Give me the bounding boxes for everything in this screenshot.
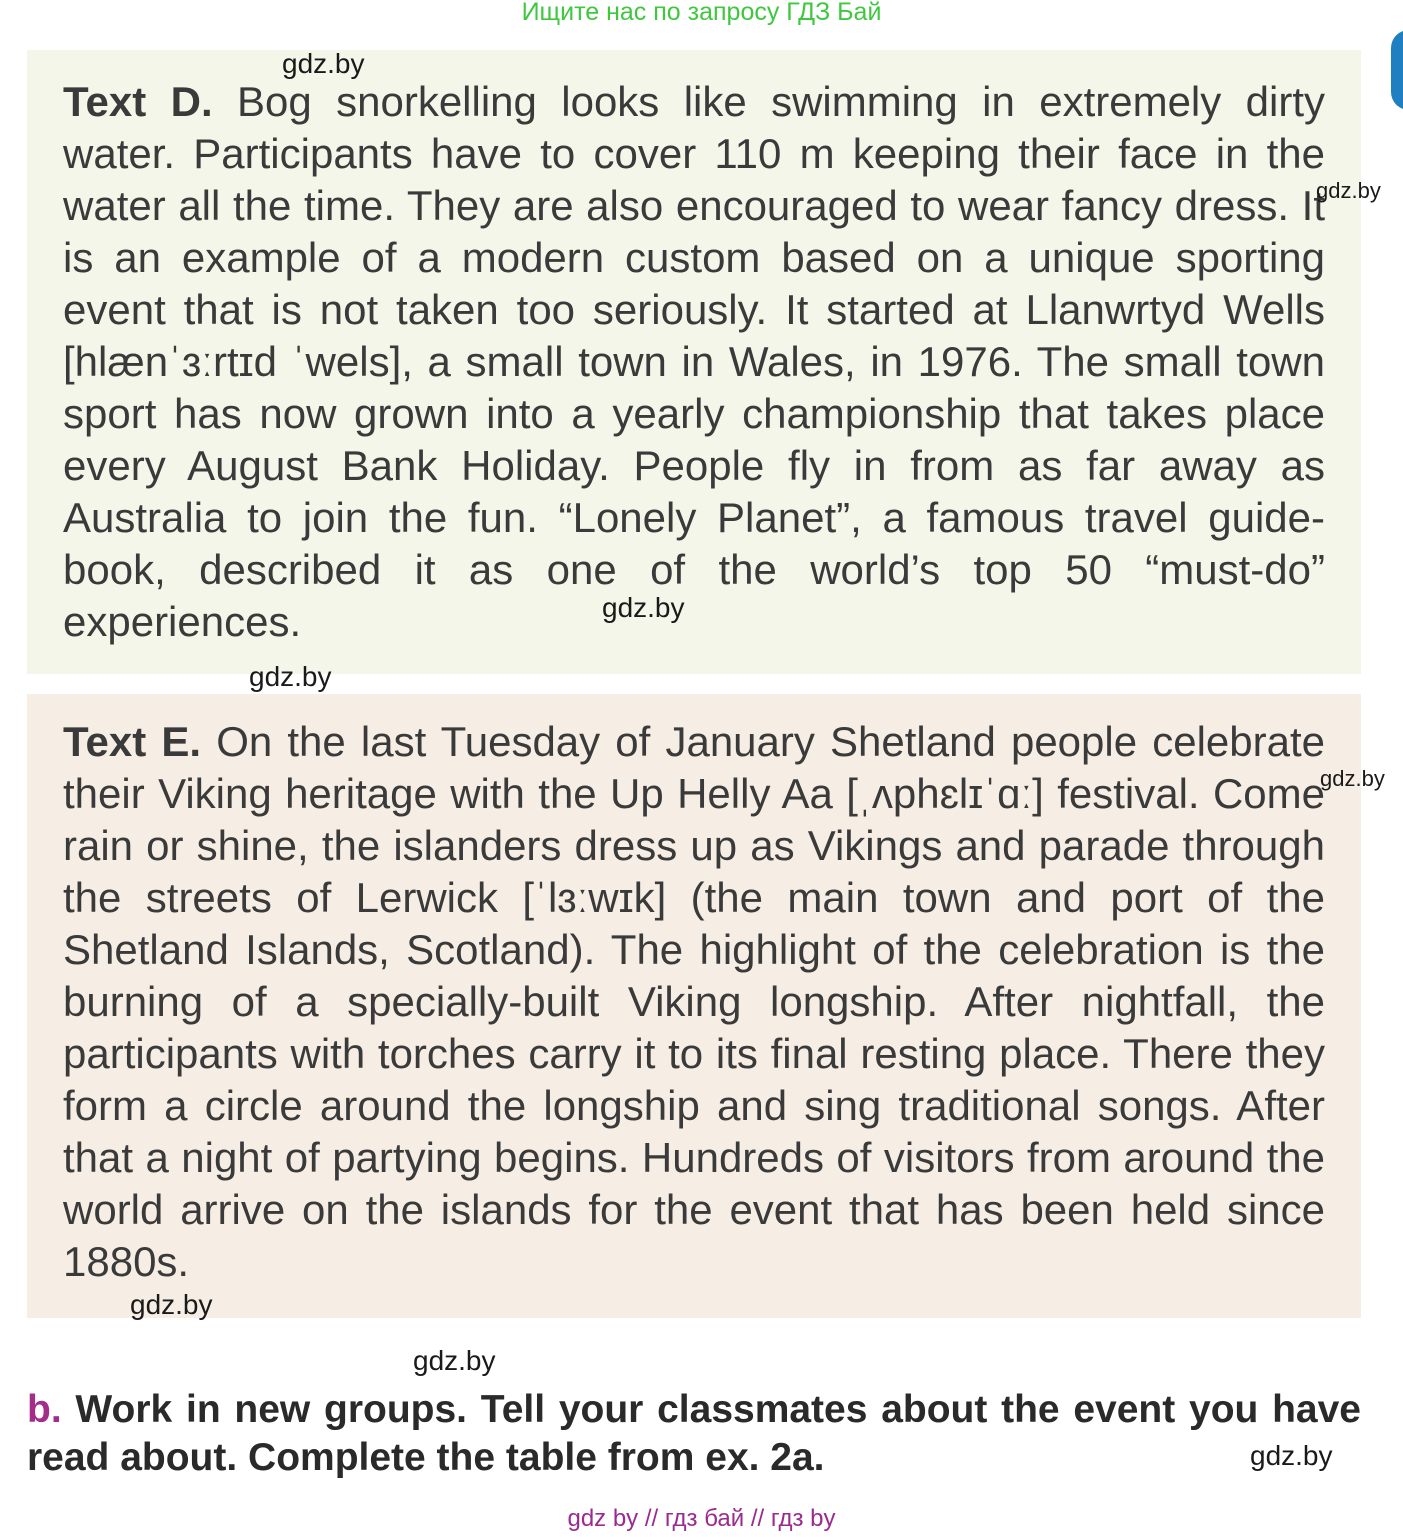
text-e-label: Text E. [63, 718, 202, 765]
watermark: gdz.by [282, 48, 365, 79]
top-banner: Ищите нас по запросу ГДЗ Бай [521, 0, 882, 26]
task-letter: b. [27, 1388, 62, 1431]
text-e-panel [27, 694, 1361, 1318]
text-d-body: Bog snorkelling looks like swimming in extremely dirty water. Participants have to cover 110 m keeping their face in the water all the time. They are also encouraged to wear fancy dress. It is an example of a modern custom based on a unique sporting event that is not taken too seriously. It started at Llanwrtyd Wells [hlænˈɜːrtɪd ˈwels], a small town in Wales, in 1976. The small town sport has now grown into a yearly championship that takes place every August Bank Holiday. People fly in from as far away as Australia to join the fun. “Lonely Planet”, a famous travel guide-book, described it as one of the world’s top 50 “must-do” experiences. [63, 78, 1325, 645]
watermark: gdz.by [1320, 766, 1385, 791]
text-e-paragraph [63, 716, 1325, 1288]
task-text: Work in new groups. Tell your classmates about the event you have read about. Complete the table from ex. 2a. [27, 1388, 1361, 1479]
text-d-label: Text D. [63, 78, 213, 125]
text-e-body: On the last Tuesday of January Shetland people celebrate their Viking heritage with the Up Helly Aa [ˌʌphɛlɪˈɑː] festival. Come rain or shine, the islanders dress up as Vikings and parade through the streets of Lerwick [ˈlɜːwɪk] (the main town and port of the Shetland Islands, Scotland). The highlight of the celebration is the burning of a specially-built Viking longship. After nightfall, the participants with torches carry it to its final resting place. There they form a circle around the longship and sing traditional songs. After that a night of partying begins. Hundreds of visitors from around the world arrive on the islands for the event that has been held since 1880s. [63, 718, 1325, 1285]
watermark: gdz.by [1250, 1440, 1333, 1471]
task-b [27, 1386, 1361, 1482]
watermark: gdz.by [413, 1345, 496, 1376]
watermark: gdz.by [130, 1289, 213, 1320]
footer: gdz by // гдз бай // гдз by [567, 1505, 836, 1532]
watermark: gdz.by [602, 592, 685, 623]
page-edge-tab [1391, 30, 1403, 110]
text-d-panel [27, 50, 1361, 674]
watermark: gdz.by [1316, 178, 1381, 203]
text-d-paragraph [63, 76, 1325, 648]
watermark: gdz.by [249, 661, 332, 692]
